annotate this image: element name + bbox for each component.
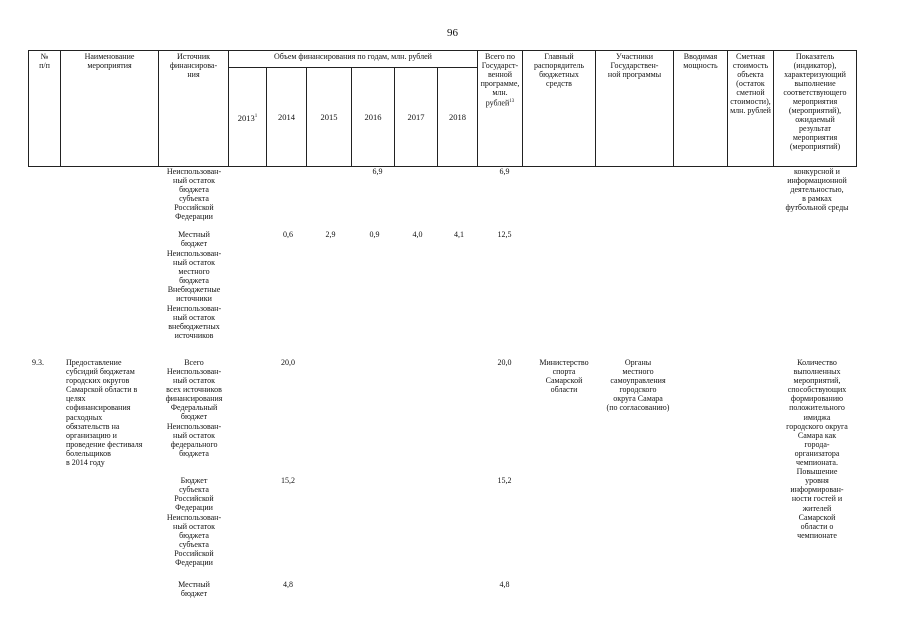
value-subject-2014: 15,2 (281, 476, 295, 485)
row-name: Предоставление субсидий бюджетам городских округов Самарской области в целях софинансирования расходных обязательств на организацию и проведение фестиваля болельщиков в 2014 году (66, 358, 143, 468)
source-total: Всего (184, 358, 204, 367)
header-year-2013: 2013$^1$ (229, 68, 267, 167)
value-unused-subject-total: 6,9 (499, 167, 510, 176)
header-col-participants: Участники Государствен- ной программы (596, 51, 674, 167)
source-block-2: Неиспользован- ный остаток бюджета субъекта Российской Федерации (166, 513, 222, 568)
source-local-budget: Местный бюджет (178, 230, 210, 249)
source-unused-subject: Неиспользован- ный остаток бюджета субъекта Российской Федерации (166, 167, 222, 222)
table-header (28, 50, 857, 167)
header-col-manager: Главный распорядитель бюджетных средств (523, 51, 596, 167)
source-subject-budget: Бюджет субъекта Российской Федерации (174, 476, 214, 513)
table-body (0, 167, 905, 627)
header-col-total: Всего по Государст- венной программе, млн. рублей$^{13}$ (478, 51, 523, 167)
header-col-funding: Объем финансирования по годам, млн. рублей (229, 51, 478, 68)
source-block-1: Неиспользован- ный остаток всех источников финансирования Федеральный бюджет Неиспользован- ный остаток федерального бюджета (165, 367, 223, 458)
value-unused-subject-2016: 6,9 (372, 167, 383, 176)
header-col-estimate: Сметная стоимость объекта (остаток сметной стоимости), млн. рублей (728, 51, 774, 167)
page-number: 96 (447, 27, 458, 39)
value-local-2014: 0,6 (283, 230, 293, 239)
value-local-2017: 4,0 (412, 230, 423, 239)
value-local-2014-row: 4,8 (283, 580, 293, 589)
value-local-2018: 4,1 (454, 230, 464, 239)
manager-cell: Министерство спорта Самарской области (539, 358, 589, 395)
source-local-budget-row: Местный бюджет (178, 580, 210, 599)
value-local-total-row: 4,8 (499, 580, 510, 589)
value-subject-total: 15,2 (497, 476, 512, 485)
value-total-2014: 20,0 (281, 358, 295, 367)
header-year-2017: 2017 (395, 68, 438, 167)
indicator-continuation: конкурсной и информационной деятельностью, в рамках футбольной среды (785, 167, 849, 213)
header-year-2014: 2014 (267, 68, 307, 167)
value-local-2015: 2,9 (325, 230, 336, 239)
header-col-source: Источник финансирова- ния (159, 51, 229, 167)
header-col-capacity: Вводимая мощность (674, 51, 728, 167)
row-number: 9.3. (32, 358, 44, 367)
value-local-2016: 0,9 (369, 230, 380, 239)
header-col-name: Наименование мероприятия (61, 51, 159, 167)
header-year-2018: 2018 (438, 68, 478, 167)
indicator-cell: Количество выполненных мероприятий, способствующих формированию положительного имиджа городского округа Самара как города- организатора чемпионата. Повышение уровня информирован- ности гостей и жителей Самарской области о чемпионате (786, 358, 848, 540)
header-year-2016: 2016 (352, 68, 395, 167)
header-col-indicator: Показатель (индикатор), характеризующий выполнение соответствующего мероприятия (мероприятий), ожидаемый результат мероприятия (мероприятий) (774, 51, 857, 167)
header-col-num: № п/п (29, 51, 61, 167)
header-year-2015: 2015 (307, 68, 352, 167)
source-remaining-list: Неиспользован- ный остаток местного бюджета Внебюджетные источники Неиспользован- ный остаток внебюджетных источников (166, 249, 222, 340)
value-total-total: 20,0 (497, 358, 512, 367)
value-local-total: 12,5 (497, 230, 512, 239)
participants-cell: Органы местного самоуправления городского округа Самара (по согласованию) (606, 358, 670, 413)
